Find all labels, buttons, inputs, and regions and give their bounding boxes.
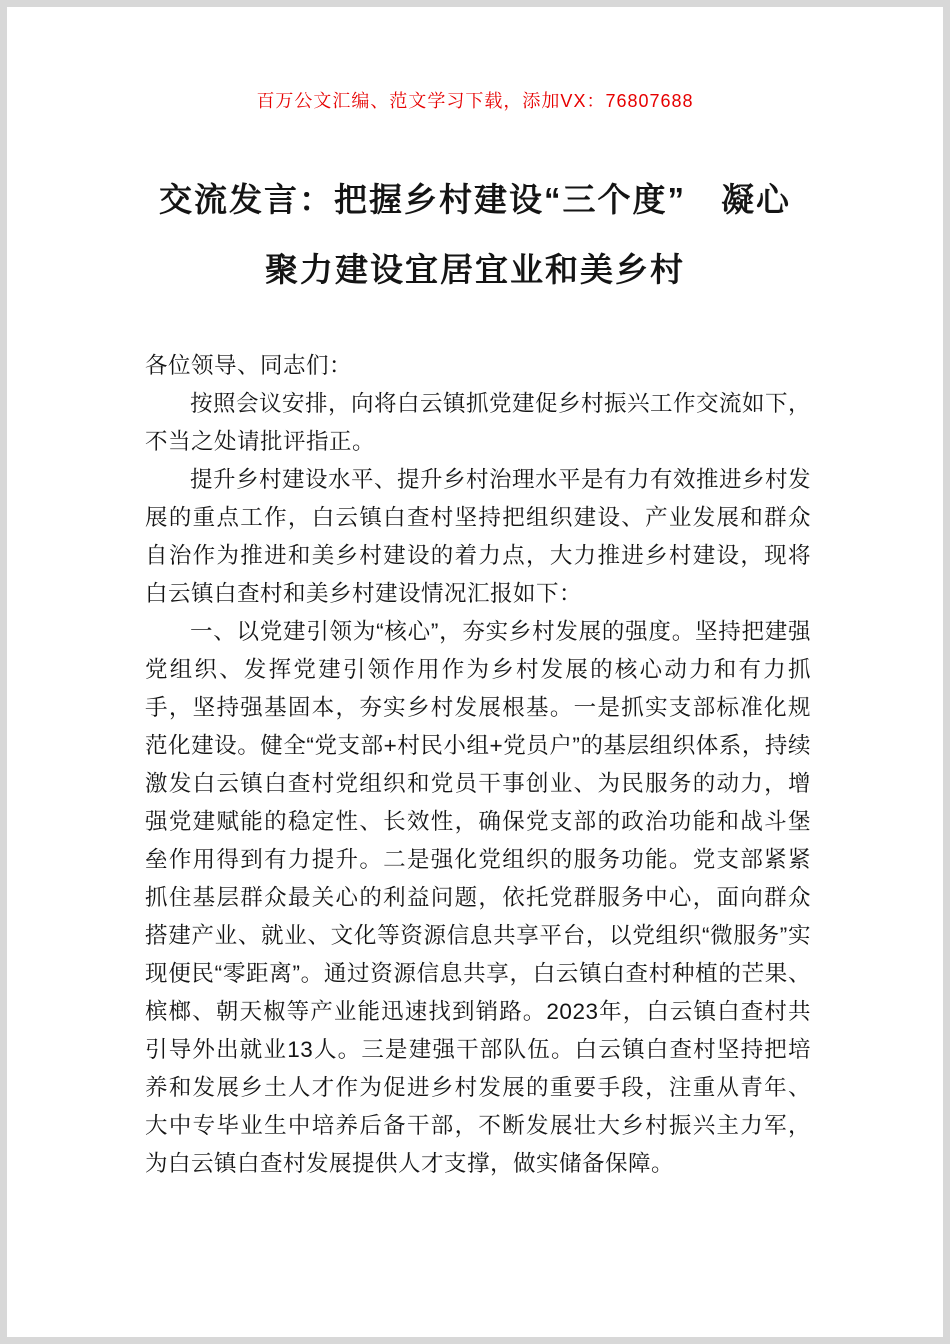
paragraph: 提升乡村建设水平、提升乡村治理水平是有力有效推进乡村发展的重点工作，白云镇白查村坚持把组织建设、产业发展和群众自治作为推进和美乡村建设的着力点，大力推进乡村建设，现将白云镇白查村和美乡村建设情况汇报如下： <box>145 467 812 606</box>
document-title-line-2: 聚力建设宜居宜业和美乡村 <box>265 251 685 288</box>
salutation: 各位领导、同志们： <box>145 353 353 378</box>
paragraph: 按照会议安排，向将白云镇抓党建促乡村振兴工作交流如下，不当之处请批评指正。 <box>145 391 812 454</box>
header-promo-text: 百万公文汇编、范文学习下载，添加VX：76807688 <box>256 91 694 111</box>
document-title <box>127 165 823 305</box>
document-title-line-1: 交流发言：把握乡村建设“三个度” 凝心 <box>159 181 791 218</box>
paragraph: 一、以党建引领为“核心”，夯实乡村发展的强度。坚持把建强党组织、发挥党建引领作用作为乡村发展的核心动力和有力抓手，坚持强基固本，夯实乡村发展根基。一是抓实支部标准化规范化建设。健全“党支部+村民小组+党员户”的基层组织体系，持续激发白云镇白查村党组织和党员干事创业、为民服务的动力，增强党建赋能的稳定性、长效性，确保党支部的政治功能和战斗堡垒作用得到有力提升。二是强化党组织的服务功能。党支部紧紧抓住基层群众最关心的利益问题，依托党群服务中心，面向群众搭建产业、就业、文化等资源信息共享平台，以党组织“微服务”实现便民“零距离”。通过资源信息共享，白云镇白查村种植的芒果、槟榔、朝天椒等产业能迅速找到销路。2023年，白云镇白查村共引导外出就业13人。三是建强干部队伍。白云镇白查村坚持把培养和发展乡土人才作为促进乡村发展的重要手段，注重从青年、大中专毕业生中培养后备干部，不断发展壮大乡村振兴主力军，为白云镇白查村发展提供人才支撑，做实储备保障。 <box>145 619 811 1176</box>
document-page <box>7 7 943 1337</box>
document-body <box>145 347 811 1183</box>
